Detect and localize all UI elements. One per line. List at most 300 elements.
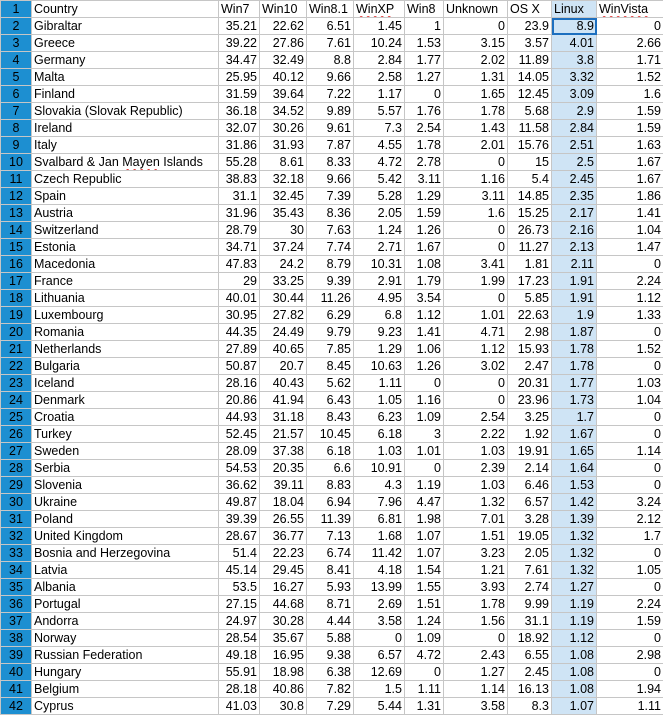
value-cell[interactable]: 32.45 <box>260 188 307 205</box>
value-cell[interactable]: 1.11 <box>354 375 405 392</box>
value-cell[interactable]: 2.51 <box>552 137 597 154</box>
row-header[interactable]: 15 <box>1 239 32 256</box>
value-cell[interactable]: 4.18 <box>354 562 405 579</box>
value-cell[interactable]: 5.68 <box>508 103 552 120</box>
value-cell[interactable]: 55.28 <box>219 154 260 171</box>
row-header[interactable]: 17 <box>1 273 32 290</box>
value-cell[interactable]: 8.71 <box>307 596 354 613</box>
value-cell[interactable]: 1.08 <box>552 647 597 664</box>
country-cell[interactable]: Belgium <box>32 681 219 698</box>
value-cell[interactable]: 36.77 <box>260 528 307 545</box>
value-cell[interactable]: 3 <box>405 426 444 443</box>
value-cell[interactable]: 3.28 <box>508 511 552 528</box>
row-header[interactable]: 7 <box>1 103 32 120</box>
value-cell[interactable]: 1.29 <box>405 188 444 205</box>
value-cell[interactable]: 26.55 <box>260 511 307 528</box>
value-cell[interactable]: 1.67 <box>597 154 663 171</box>
value-cell[interactable]: 6.43 <box>307 392 354 409</box>
value-cell[interactable]: 2.02 <box>444 52 508 69</box>
value-cell[interactable]: 1.99 <box>444 273 508 290</box>
country-cell[interactable]: Bosnia and Herzegovina <box>32 545 219 562</box>
value-cell[interactable]: 37.24 <box>260 239 307 256</box>
value-cell[interactable]: 20.86 <box>219 392 260 409</box>
value-cell[interactable]: 0 <box>444 290 508 307</box>
country-cell[interactable]: Netherlands <box>32 341 219 358</box>
value-cell[interactable]: 14.05 <box>508 69 552 86</box>
value-cell[interactable]: 20.31 <box>508 375 552 392</box>
value-cell[interactable]: 17.23 <box>508 273 552 290</box>
value-cell[interactable]: 4.47 <box>405 494 444 511</box>
value-cell[interactable]: 2.12 <box>597 511 663 528</box>
value-cell[interactable]: 2.05 <box>508 545 552 562</box>
value-cell[interactable]: 1.27 <box>444 664 508 681</box>
value-cell[interactable]: 11.39 <box>307 511 354 528</box>
value-cell[interactable]: 1.32 <box>552 528 597 545</box>
value-cell[interactable]: 2.98 <box>597 647 663 664</box>
value-cell[interactable]: 40.43 <box>260 375 307 392</box>
value-cell[interactable]: 5.4 <box>508 171 552 188</box>
value-cell[interactable]: 2.05 <box>354 205 405 222</box>
value-cell[interactable]: 7.39 <box>307 188 354 205</box>
value-cell[interactable]: 5.93 <box>307 579 354 596</box>
value-cell[interactable]: 1.32 <box>552 545 597 562</box>
value-cell[interactable]: 23.9 <box>508 18 552 35</box>
row-header[interactable]: 9 <box>1 137 32 154</box>
value-cell[interactable]: 27.82 <box>260 307 307 324</box>
row-header[interactable]: 20 <box>1 324 32 341</box>
country-cell[interactable]: Finland <box>32 86 219 103</box>
value-cell[interactable]: 2.71 <box>354 239 405 256</box>
value-cell[interactable]: 3.23 <box>444 545 508 562</box>
value-cell[interactable]: 3.24 <box>597 494 663 511</box>
value-cell[interactable]: 0 <box>405 664 444 681</box>
value-cell[interactable]: 22.62 <box>260 18 307 35</box>
value-cell[interactable]: 6.57 <box>508 494 552 511</box>
value-cell[interactable]: 22.63 <box>508 307 552 324</box>
row-header[interactable]: 21 <box>1 341 32 358</box>
value-cell[interactable]: 1.45 <box>354 18 405 35</box>
value-cell[interactable]: 49.18 <box>219 647 260 664</box>
row-header[interactable]: 16 <box>1 256 32 273</box>
value-cell[interactable]: 1.91 <box>552 273 597 290</box>
value-cell[interactable]: 0 <box>597 545 663 562</box>
value-cell[interactable]: 0 <box>354 630 405 647</box>
value-cell[interactable]: 8.83 <box>307 477 354 494</box>
value-cell[interactable]: 1.79 <box>405 273 444 290</box>
value-cell[interactable]: 5.57 <box>354 103 405 120</box>
value-cell[interactable]: 1.08 <box>552 681 597 698</box>
value-cell[interactable]: 7.29 <box>307 698 354 715</box>
value-cell[interactable]: 11.42 <box>354 545 405 562</box>
row-header[interactable]: 8 <box>1 120 32 137</box>
value-cell[interactable]: 6.57 <box>354 647 405 664</box>
value-cell[interactable]: 2.13 <box>552 239 597 256</box>
country-cell[interactable]: Macedonia <box>32 256 219 273</box>
value-cell[interactable]: 1.87 <box>552 324 597 341</box>
value-cell[interactable]: 7.96 <box>354 494 405 511</box>
value-cell[interactable]: 3.15 <box>444 35 508 52</box>
country-cell[interactable]: Croatia <box>32 409 219 426</box>
value-cell[interactable]: 3.93 <box>444 579 508 596</box>
row-header[interactable]: 1 <box>1 1 32 18</box>
country-cell[interactable]: Svalbard & Jan Mayen Islands <box>32 154 219 171</box>
row-header[interactable]: 27 <box>1 443 32 460</box>
value-cell[interactable]: 1.53 <box>405 35 444 52</box>
value-cell[interactable]: 9.89 <box>307 103 354 120</box>
value-cell[interactable]: 2.54 <box>405 120 444 137</box>
value-cell[interactable]: 30.26 <box>260 120 307 137</box>
value-cell[interactable]: 28.54 <box>219 630 260 647</box>
value-cell[interactable]: 8.33 <box>307 154 354 171</box>
value-cell[interactable]: 6.51 <box>307 18 354 35</box>
value-cell[interactable]: 8.8 <box>307 52 354 69</box>
value-cell[interactable]: 6.8 <box>354 307 405 324</box>
value-cell[interactable]: 1.12 <box>597 290 663 307</box>
value-cell[interactable]: 1.06 <box>405 341 444 358</box>
value-cell[interactable]: 20.7 <box>260 358 307 375</box>
value-cell[interactable]: 12.69 <box>354 664 405 681</box>
value-cell[interactable]: 41.94 <box>260 392 307 409</box>
value-cell[interactable]: 1.14 <box>597 443 663 460</box>
value-cell[interactable]: 5.28 <box>354 188 405 205</box>
value-cell[interactable]: 54.53 <box>219 460 260 477</box>
column-header-cell[interactable]: Country <box>32 1 219 18</box>
value-cell[interactable]: 7.63 <box>307 222 354 239</box>
value-cell[interactable]: 11.89 <box>508 52 552 69</box>
value-cell[interactable]: 1.04 <box>597 222 663 239</box>
value-cell[interactable]: 2.16 <box>552 222 597 239</box>
value-cell[interactable]: 3.58 <box>444 698 508 715</box>
country-cell[interactable]: Austria <box>32 205 219 222</box>
value-cell[interactable]: 9.23 <box>354 324 405 341</box>
value-cell[interactable]: 2.54 <box>444 409 508 426</box>
value-cell[interactable]: 28.18 <box>219 681 260 698</box>
value-cell[interactable]: 3.25 <box>508 409 552 426</box>
country-cell[interactable]: Greece <box>32 35 219 52</box>
country-cell[interactable]: Lithuania <box>32 290 219 307</box>
value-cell[interactable]: 10.91 <box>354 460 405 477</box>
value-cell[interactable]: 14.85 <box>508 188 552 205</box>
value-cell[interactable]: 4.72 <box>405 647 444 664</box>
value-cell[interactable]: 2.84 <box>354 52 405 69</box>
value-cell[interactable]: 53.5 <box>219 579 260 596</box>
country-cell[interactable]: Slovakia (Slovak Republic) <box>32 103 219 120</box>
value-cell[interactable]: 31.93 <box>260 137 307 154</box>
value-cell[interactable]: 5.85 <box>508 290 552 307</box>
value-cell[interactable]: 50.87 <box>219 358 260 375</box>
row-header[interactable]: 33 <box>1 545 32 562</box>
value-cell[interactable]: 0 <box>444 239 508 256</box>
value-cell[interactable]: 11.27 <box>508 239 552 256</box>
value-cell[interactable]: 1.73 <box>552 392 597 409</box>
value-cell[interactable]: 1.08 <box>552 664 597 681</box>
value-cell[interactable]: 1.29 <box>354 341 405 358</box>
value-cell[interactable]: 0 <box>405 86 444 103</box>
value-cell[interactable]: 1.41 <box>597 205 663 222</box>
value-cell[interactable]: 30.44 <box>260 290 307 307</box>
value-cell[interactable]: 0 <box>597 630 663 647</box>
row-header[interactable]: 37 <box>1 613 32 630</box>
value-cell[interactable]: 0 <box>444 392 508 409</box>
row-header[interactable]: 34 <box>1 562 32 579</box>
country-cell[interactable]: Iceland <box>32 375 219 392</box>
column-header-cell[interactable] <box>354 1 405 18</box>
value-cell[interactable]: 1.59 <box>405 205 444 222</box>
value-cell[interactable]: 8.61 <box>260 154 307 171</box>
value-cell[interactable]: 2.66 <box>597 35 663 52</box>
value-cell[interactable]: 30.28 <box>260 613 307 630</box>
value-cell[interactable]: 40.01 <box>219 290 260 307</box>
value-cell[interactable]: 1.64 <box>552 460 597 477</box>
country-cell[interactable]: Sweden <box>32 443 219 460</box>
value-cell[interactable]: 2.5 <box>552 154 597 171</box>
value-cell[interactable]: 1.98 <box>405 511 444 528</box>
country-cell[interactable]: Norway <box>32 630 219 647</box>
value-cell[interactable]: 1.07 <box>405 545 444 562</box>
value-cell[interactable]: 1.19 <box>552 613 597 630</box>
row-header[interactable]: 35 <box>1 579 32 596</box>
value-cell[interactable]: 1.6 <box>444 205 508 222</box>
value-cell[interactable]: 25.95 <box>219 69 260 86</box>
row-header[interactable]: 11 <box>1 171 32 188</box>
country-cell[interactable]: Romania <box>32 324 219 341</box>
value-cell[interactable]: 11.26 <box>307 290 354 307</box>
value-cell[interactable]: 4.72 <box>354 154 405 171</box>
value-cell[interactable]: 1.05 <box>597 562 663 579</box>
column-header-cell[interactable]: Linux <box>552 1 597 18</box>
value-cell[interactable]: 3.57 <box>508 35 552 52</box>
value-cell[interactable]: 9.61 <box>307 120 354 137</box>
value-cell[interactable]: 3.58 <box>354 613 405 630</box>
country-cell[interactable]: Bulgaria <box>32 358 219 375</box>
value-cell[interactable]: 9.39 <box>307 273 354 290</box>
value-cell[interactable]: 20.35 <box>260 460 307 477</box>
value-cell[interactable]: 39.64 <box>260 86 307 103</box>
value-cell[interactable]: 1.65 <box>552 443 597 460</box>
value-cell[interactable]: 2.91 <box>354 273 405 290</box>
country-cell[interactable]: Spain <box>32 188 219 205</box>
value-cell[interactable]: 7.01 <box>444 511 508 528</box>
value-cell[interactable]: 16.95 <box>260 647 307 664</box>
value-cell[interactable]: 7.22 <box>307 86 354 103</box>
row-header[interactable]: 2 <box>1 18 32 35</box>
value-cell[interactable]: 3.8 <box>552 52 597 69</box>
value-cell[interactable]: 10.31 <box>354 256 405 273</box>
value-cell[interactable]: 6.18 <box>354 426 405 443</box>
value-cell[interactable]: 1.17 <box>354 86 405 103</box>
value-cell[interactable]: 0 <box>597 18 663 35</box>
value-cell[interactable]: 3.11 <box>405 171 444 188</box>
value-cell[interactable]: 1.19 <box>405 477 444 494</box>
row-header[interactable]: 30 <box>1 494 32 511</box>
value-cell[interactable]: 1.12 <box>552 630 597 647</box>
country-cell[interactable]: Germany <box>32 52 219 69</box>
value-cell[interactable]: 1.24 <box>354 222 405 239</box>
value-cell[interactable]: 7.85 <box>307 341 354 358</box>
value-cell[interactable]: 1.43 <box>444 120 508 137</box>
value-cell[interactable]: 34.71 <box>219 239 260 256</box>
value-cell[interactable]: 31.96 <box>219 205 260 222</box>
value-cell[interactable]: 30.95 <box>219 307 260 324</box>
value-cell[interactable]: 1 <box>405 18 444 35</box>
value-cell[interactable]: 1.76 <box>405 103 444 120</box>
value-cell[interactable]: 6.23 <box>354 409 405 426</box>
value-cell[interactable]: 2.45 <box>552 171 597 188</box>
country-cell[interactable]: France <box>32 273 219 290</box>
country-cell[interactable]: Serbia <box>32 460 219 477</box>
value-cell[interactable]: 1.7 <box>552 409 597 426</box>
value-cell[interactable]: 1.78 <box>444 103 508 120</box>
value-cell[interactable]: 2.84 <box>552 120 597 137</box>
country-cell[interactable]: Luxembourg <box>32 307 219 324</box>
value-cell[interactable]: 32.49 <box>260 52 307 69</box>
value-cell[interactable]: 28.16 <box>219 375 260 392</box>
value-cell[interactable]: 1.63 <box>597 137 663 154</box>
value-cell[interactable]: 32.07 <box>219 120 260 137</box>
value-cell[interactable]: 0 <box>597 460 663 477</box>
value-cell[interactable]: 1.5 <box>354 681 405 698</box>
row-header[interactable]: 10 <box>1 154 32 171</box>
row-header[interactable]: 29 <box>1 477 32 494</box>
row-header[interactable]: 23 <box>1 375 32 392</box>
value-cell[interactable]: 4.95 <box>354 290 405 307</box>
value-cell[interactable]: 12.45 <box>508 86 552 103</box>
value-cell[interactable]: 1.55 <box>405 579 444 596</box>
value-cell[interactable]: 6.55 <box>508 647 552 664</box>
value-cell[interactable]: 36.62 <box>219 477 260 494</box>
country-cell[interactable]: Portugal <box>32 596 219 613</box>
row-header[interactable]: 31 <box>1 511 32 528</box>
value-cell[interactable]: 7.82 <box>307 681 354 698</box>
value-cell[interactable]: 49.87 <box>219 494 260 511</box>
value-cell[interactable]: 1.54 <box>405 562 444 579</box>
row-header[interactable]: 22 <box>1 358 32 375</box>
value-cell[interactable]: 9.79 <box>307 324 354 341</box>
column-header-cell[interactable]: Win10 <box>260 1 307 18</box>
value-cell[interactable]: 2.98 <box>508 324 552 341</box>
value-cell[interactable]: 1.67 <box>597 171 663 188</box>
value-cell[interactable]: 1.78 <box>405 137 444 154</box>
value-cell[interactable]: 1.14 <box>444 681 508 698</box>
value-cell[interactable]: 1.78 <box>552 358 597 375</box>
value-cell[interactable]: 0 <box>597 579 663 596</box>
value-cell[interactable]: 1.65 <box>444 86 508 103</box>
country-cell[interactable]: United Kingdom <box>32 528 219 545</box>
value-cell[interactable]: 2.35 <box>552 188 597 205</box>
value-cell[interactable]: 41.03 <box>219 698 260 715</box>
value-cell[interactable]: 3.32 <box>552 69 597 86</box>
row-header[interactable]: 39 <box>1 647 32 664</box>
value-cell[interactable]: 1.51 <box>405 596 444 613</box>
value-cell[interactable]: 4.3 <box>354 477 405 494</box>
value-cell[interactable]: 26.73 <box>508 222 552 239</box>
value-cell[interactable]: 1.51 <box>444 528 508 545</box>
value-cell[interactable]: 0 <box>597 358 663 375</box>
value-cell[interactable]: 1.77 <box>552 375 597 392</box>
value-cell[interactable]: 1.16 <box>444 171 508 188</box>
row-header[interactable]: 41 <box>1 681 32 698</box>
value-cell[interactable]: 2.24 <box>597 273 663 290</box>
column-header-cell[interactable] <box>597 1 663 18</box>
value-cell[interactable]: 19.05 <box>508 528 552 545</box>
value-cell[interactable]: 34.52 <box>260 103 307 120</box>
value-cell[interactable]: 2.01 <box>444 137 508 154</box>
value-cell[interactable]: 2.45 <box>508 664 552 681</box>
value-cell[interactable]: 15.76 <box>508 137 552 154</box>
value-cell[interactable]: 30.8 <box>260 698 307 715</box>
country-cell[interactable]: Latvia <box>32 562 219 579</box>
value-cell[interactable]: 39.11 <box>260 477 307 494</box>
country-cell[interactable]: Cyprus <box>32 698 219 715</box>
value-cell[interactable]: 1.47 <box>597 239 663 256</box>
value-cell[interactable]: 32.18 <box>260 171 307 188</box>
value-cell[interactable]: 0 <box>444 222 508 239</box>
value-cell[interactable]: 1.52 <box>597 69 663 86</box>
value-cell[interactable]: 0 <box>444 18 508 35</box>
value-cell[interactable]: 24.2 <box>260 256 307 273</box>
value-cell[interactable]: 1.08 <box>405 256 444 273</box>
value-cell[interactable]: 1.94 <box>597 681 663 698</box>
value-cell[interactable]: 45.14 <box>219 562 260 579</box>
value-cell[interactable]: 9.99 <box>508 596 552 613</box>
value-cell[interactable]: 31.1 <box>508 613 552 630</box>
value-cell[interactable]: 37.38 <box>260 443 307 460</box>
value-cell[interactable]: 1.11 <box>405 681 444 698</box>
country-cell[interactable]: Ukraine <box>32 494 219 511</box>
row-header[interactable]: 24 <box>1 392 32 409</box>
row-header[interactable]: 13 <box>1 205 32 222</box>
value-cell[interactable]: 2.17 <box>552 205 597 222</box>
value-cell[interactable]: 19.91 <box>508 443 552 460</box>
value-cell[interactable]: 8.36 <box>307 205 354 222</box>
value-cell[interactable]: 2.22 <box>444 426 508 443</box>
value-cell[interactable]: 5.62 <box>307 375 354 392</box>
country-cell[interactable]: Estonia <box>32 239 219 256</box>
value-cell[interactable]: 1.86 <box>597 188 663 205</box>
value-cell[interactable]: 1.32 <box>444 494 508 511</box>
column-header-cell[interactable]: Win8 <box>405 1 444 18</box>
value-cell[interactable]: 44.68 <box>260 596 307 613</box>
country-cell[interactable]: Turkey <box>32 426 219 443</box>
value-cell[interactable]: 1.6 <box>597 86 663 103</box>
country-cell[interactable]: Gibraltar <box>32 18 219 35</box>
value-cell[interactable]: 3.11 <box>444 188 508 205</box>
value-cell[interactable]: 23.96 <box>508 392 552 409</box>
value-cell[interactable]: 1.03 <box>597 375 663 392</box>
value-cell[interactable]: 3.09 <box>552 86 597 103</box>
value-cell[interactable]: 0 <box>597 664 663 681</box>
value-cell[interactable]: 5.42 <box>354 171 405 188</box>
value-cell[interactable]: 6.29 <box>307 307 354 324</box>
row-header[interactable]: 12 <box>1 188 32 205</box>
value-cell[interactable]: 36.18 <box>219 103 260 120</box>
value-cell[interactable]: 1.07 <box>405 528 444 545</box>
value-cell[interactable]: 1.59 <box>597 120 663 137</box>
value-cell[interactable]: 28.09 <box>219 443 260 460</box>
row-header[interactable]: 14 <box>1 222 32 239</box>
value-cell[interactable]: 15.25 <box>508 205 552 222</box>
value-cell[interactable]: 1.03 <box>444 443 508 460</box>
value-cell[interactable]: 30 <box>260 222 307 239</box>
value-cell[interactable]: 9.38 <box>307 647 354 664</box>
value-cell[interactable]: 1.24 <box>405 613 444 630</box>
value-cell[interactable]: 21.57 <box>260 426 307 443</box>
value-cell[interactable]: 1.33 <box>597 307 663 324</box>
value-cell[interactable]: 0 <box>444 375 508 392</box>
value-cell[interactable]: 27.89 <box>219 341 260 358</box>
row-header[interactable]: 4 <box>1 52 32 69</box>
value-cell[interactable]: 2.14 <box>508 460 552 477</box>
